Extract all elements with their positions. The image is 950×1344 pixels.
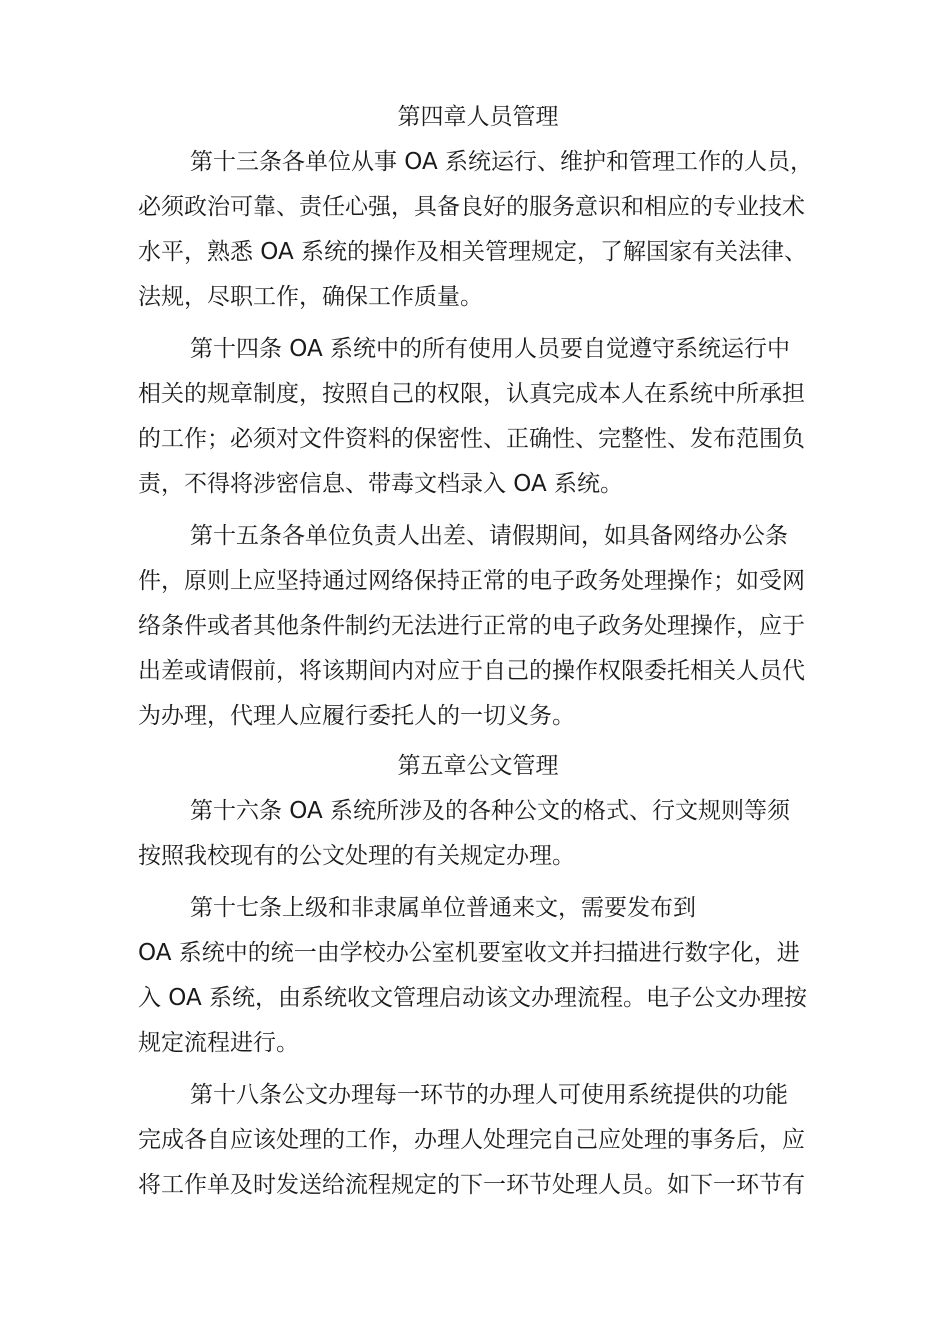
text-line: 的工作；必须对文件资料的保密性、正确性、完整性、发布范围负 [138, 426, 805, 452]
text-line: 必须政治可靠、责任心强，具备良好的服务意识和相应的专业技术 [138, 194, 805, 220]
article-paragraph [138, 1073, 818, 1208]
article-paragraph [138, 514, 818, 739]
text-line: 第十六条 OA 系统所涉及的各种公文的格式、行文规则等须 [190, 798, 791, 824]
text-line: 将工作单及时发送给流程规定的下一环节处理人员。如下一环节有 [138, 1172, 805, 1198]
text-line: 第十三条各单位从事 OA 系统运行、维护和管理工作的人员， [190, 149, 814, 175]
chapter-heading: 第四章人员管理 [397, 104, 559, 130]
text-line: 完成各自应该处理的工作，办理人处理完自己应处理的事务后，应 [138, 1127, 805, 1153]
text-line: 入 OA 系统，由系统收文管理启动该文办理流程。电子公文办理按 [138, 985, 808, 1011]
text-line: 第十五条各单位负责人出差、请假期间，如具备网络办公条 [190, 523, 788, 549]
article-paragraph [138, 886, 818, 1066]
text-line: OA 系统中的统一由学校办公室机要室收文并扫描进行数字化，进 [138, 940, 800, 966]
document-body [138, 95, 818, 1208]
text-line: 第十四条 OA 系统中的所有使用人员要自觉遵守系统运行中 [190, 336, 791, 362]
article-paragraph [138, 789, 818, 879]
text-line: 络条件或者其他条件制约无法进行正常的电子政务处理操作，应于 [138, 613, 805, 639]
text-line: 相关的规章制度，按照自己的权限，认真完成本人在系统中所承担 [138, 381, 805, 407]
text-line: 第十八条公文办理每一环节的办理人可使用系统提供的功能 [190, 1082, 788, 1108]
text-line: 责，不得将涉密信息、带毒文档录入 OA 系统。 [138, 471, 624, 497]
text-line: 出差或请假前，将该期间内对应于自己的操作权限委托相关人员代 [138, 658, 805, 684]
text-line: 规定流程进行。 [138, 1030, 299, 1056]
text-line: 法规，尽职工作，确保工作质量。 [138, 284, 483, 310]
article-paragraph [138, 327, 818, 507]
text-line: 按照我校现有的公文处理的有关规定办理。 [138, 843, 575, 869]
text-line: 水平，熟悉 OA 系统的操作及相关管理规定，了解国家有关法律、 [138, 239, 808, 265]
chapter-heading: 第五章公文管理 [397, 753, 559, 779]
article-paragraph [138, 140, 818, 320]
text-line: 第十七条上级和非隶属单位普通来文，需要发布到 [190, 895, 696, 921]
text-line: 件，原则上应坚持通过网络保持正常的电子政务处理操作；如受网 [138, 568, 805, 594]
text-line: 为办理，代理人应履行委托人的一切义务。 [138, 703, 575, 729]
